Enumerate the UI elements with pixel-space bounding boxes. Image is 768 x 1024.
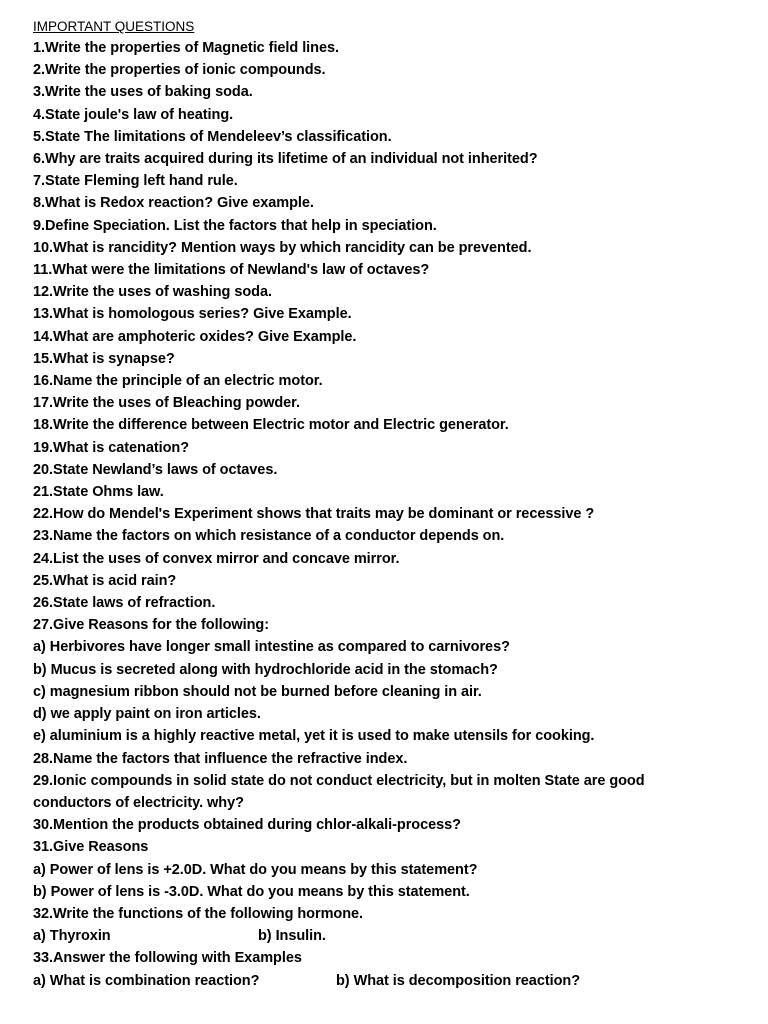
- question-line: 33.Answer the following with Examples: [33, 950, 302, 967]
- sub-question-line: e) aluminium is a highly reactive metal, yet it is used to make utensils for cooking.: [33, 728, 595, 745]
- question-line-continuation: conductors of electricity. why?: [33, 794, 244, 811]
- question-line: 1.Write the properties of Magnetic field lines.: [33, 40, 339, 56]
- question-line: 2.Write the properties of ionic compounds.: [33, 62, 326, 79]
- hormone-options-row: [33, 925, 753, 947]
- question-line: 15.What is synapse?: [33, 350, 175, 367]
- sub-question-line: b) Mucus is secreted along with hydrochloride acid in the stomach?: [33, 661, 498, 678]
- question-line: 19.What is catenation?: [33, 439, 190, 456]
- sub-question-line: a) Herbivores have longer small intestine as compared to carnivores?: [33, 639, 510, 656]
- sub-question-line: c) magnesium ribbon should not be burned before cleaning in air.: [33, 683, 482, 700]
- combination-reaction-question: a) What is combination reaction?: [33, 972, 260, 989]
- hormone-option-insulin: b) Insulin.: [258, 928, 326, 945]
- question-line: 18.Write the difference between Electric motor and Electric generator.: [33, 417, 509, 434]
- sub-question-line: d) we apply paint on iron articles.: [33, 706, 261, 723]
- question-line: 8.What is Redox reaction? Give example.: [33, 195, 314, 212]
- question-line: 29.Ionic compounds in solid state do not conduct electricity, but in molten State are good: [33, 772, 645, 789]
- question-line: 24.List the uses of convex mirror and concave mirror.: [33, 550, 400, 567]
- question-line: 22.How do Mendel's Experiment shows that traits may be dominant or recessive ?: [33, 506, 595, 523]
- question-line: 12.Write the uses of washing soda.: [33, 284, 272, 301]
- question-line: 26.State laws of refraction.: [33, 595, 216, 612]
- question-line: 23.Name the factors on which resistance of a conductor depends on.: [33, 528, 505, 545]
- question-line: 11.What were the limitations of Newland's law of octaves?: [33, 262, 430, 279]
- question-line: 32.Write the functions of the following hormone.: [33, 905, 364, 922]
- question-line: 10.What is rancidity? Mention ways by which rancidity can be prevented.: [33, 239, 532, 256]
- question-line: 25.What is acid rain?: [33, 572, 177, 589]
- question-line: 14.What are amphoteric oxides? Give Example.: [33, 328, 357, 345]
- sub-question-line: a) Power of lens is +2.0D. What do you means by this statement?: [33, 861, 478, 878]
- question-line: 7.State Fleming left hand rule.: [33, 173, 238, 190]
- hormone-option-thyroxin: a) Thyroxin: [33, 928, 111, 945]
- question-line: 30.Mention the products obtained during chlor-alkali-process?: [33, 817, 461, 834]
- question-line: 3.Write the uses of baking soda.: [33, 84, 253, 101]
- question-line: 21.State Ohms law.: [33, 484, 164, 501]
- question-line: 4.State joule's law of heating.: [33, 106, 234, 123]
- question-line: 31.Give Reasons: [33, 839, 149, 856]
- question-line: 20.State Newland’s laws of octaves.: [33, 461, 278, 478]
- page-title: IMPORTANT QUESTIONS: [33, 19, 195, 34]
- decomposition-reaction-question: b) What is decomposition reaction?: [336, 972, 581, 989]
- question-line: 5.State The limitations of Mendeleev’s classification.: [33, 128, 392, 145]
- question-line: 27.Give Reasons for the following:: [33, 617, 269, 634]
- question-line: 28.Name the factors that influence the refractive index.: [33, 750, 408, 767]
- document-page: [33, 17, 753, 992]
- question-line: 16.Name the principle of an electric motor.: [33, 373, 323, 390]
- question-line: 13.What is homologous series? Give Example.: [33, 306, 352, 323]
- question-line: 17.Write the uses of Bleaching powder.: [33, 395, 300, 412]
- question-line: 6.Why are traits acquired during its lifetime of an individual not inherited?: [33, 151, 538, 168]
- sub-question-line: b) Power of lens is -3.0D. What do you means by this statement.: [33, 883, 470, 900]
- question-line: 9.Define Speciation. List the factors that help in speciation.: [33, 217, 437, 234]
- reaction-questions-row: [33, 970, 753, 992]
